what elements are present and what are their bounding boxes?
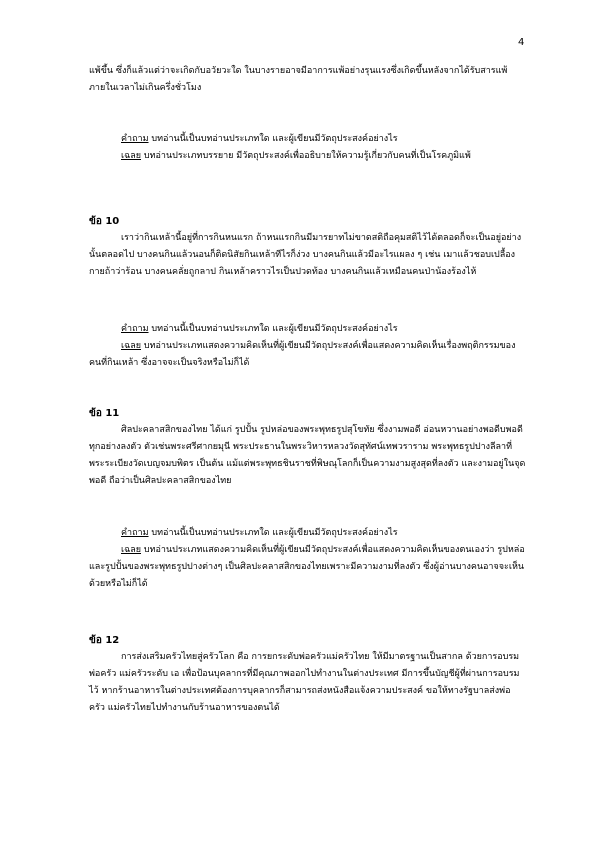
- question-label: คำถาม: [121, 324, 149, 334]
- answer-text: บทอ่านประเภทแสดงความคิดเห็นที่ผู้เขียนมีวัตถุประสงค์เพื่อแสดงความคิดเห็นของตนเองว่า รูปหล่อและรูปปั้นของพระพุทธรูปปางต่างๆ เป็นศิลปะคลาสสิกของไทยเพราะมีความงามที่ลงตัว ซึ่งผู้อ่านบางคนอาจจะเห็นด้วยหรือไม่ก็ได้: [89, 545, 525, 589]
- answer-line: [89, 338, 526, 372]
- answer-label: เฉลย: [121, 341, 141, 351]
- item-10-qa: [89, 321, 526, 372]
- item-10: [89, 213, 526, 281]
- item-paragraph: การส่งเสริมครัวไทยสู่ครัวโลก คือ การยกระดับพ่อครัวแม่ครัวไทย ให้มีมาตรฐานเป็นสากล ด้วยการอบรมพ่อครัว แม่ครัวระดับ เอ เพื่อป้อนบุคลากรที่มีคุณภาพออกไปทำงานในต่างประเทศ มีการขึ้นบัญชีผู้ที่ผ่านการอบรมไว้ หากร้านอาหารในต่างประเทศต้องการบุคลากรก็สามารถส่งหนังสือแจ้งความประสงค์ ขอให้ทางรัฐบาลส่งพ่อครัว แม่ครัวไทยไปทำงานกับร้านอาหารของตนได้: [89, 652, 520, 713]
- item-heading: ข้อ 11: [89, 408, 120, 419]
- item-heading: ข้อ 12: [89, 635, 120, 646]
- intro-paragraph: แพ้ขึ้น ซึ่งก็แล้วแต่ว่าจะเกิดกับอวัยวะใด ในบางรายอาจมีอาการแพ้อย่างรุนแรงซึ่งเกิดขึ้นหลังจากได้รับสารแพ้ภายในเวลาไม่เกินครึ่งชั่วโมง: [89, 66, 508, 93]
- answer-label: เฉลย: [121, 545, 141, 555]
- item-11-qa: [89, 525, 526, 593]
- item-12: [89, 632, 526, 717]
- answer-label: เฉลย: [121, 151, 141, 161]
- question-line: [89, 321, 526, 338]
- question-label: คำถาม: [121, 528, 149, 538]
- question-line: [89, 131, 526, 148]
- intro-section: [89, 63, 526, 97]
- answer-line: [89, 148, 526, 165]
- item-11: [89, 405, 526, 490]
- question-text: บทอ่านนี้เป็นบทอ่านประเภทใด และผู้เขียนมีวัตถุประสงค์อย่างไร: [151, 528, 398, 538]
- page-number: 4: [518, 37, 525, 48]
- item-paragraph: ศิลปะคลาสสิกของไทย ได้แก่ รูปปั้น รูปหล่อของพระพุทธรูปสุโขทัย ซึ่งงามพอดี อ่อนหวานอย่างพอดีบพอดี ทุกอย่างลงตัว ตัวเช่นพระศรีศากยมุนี พระประธานในพระวิหารหลวงวัดสุทัศน์เทพวราราม พระพุทธรูปปางลีลาที่พระระเบียงวัดเบญจมบพิตร เป็นต้น แม้แต่พระพุทธชินราชที่พิษณุโลกก็เป็นความงามสูงสุดที่ลงตัว และงามอยู่ในจุดพอดี ถือว่าเป็นศิลปะคลาสสิกของไทย: [89, 425, 526, 486]
- intro-qa: [89, 131, 526, 165]
- item-heading: ข้อ 10: [89, 216, 120, 227]
- answer-line: [89, 542, 526, 593]
- answer-text: บทอ่านประเภทแสดงความคิดเห็นที่ผู้เขียนมีวัตถุประสงค์เพื่อแสดงความคิดเห็นเรื่องพฤติกรรมของคนที่กินเหล้า ซึ่งอาจจะเป็นจริงหรือไม่ก็ได้: [89, 341, 516, 368]
- question-text: บทอ่านนี้เป็นบทอ่านประเภทใด และผู้เขียนมีวัตถุประสงค์อย่างไร: [151, 134, 398, 144]
- item-paragraph: เราว่ากินเหล้านี้อยู่ที่การกินหนแรก ถ้าหนแรกกินมีมารยาทไม่ขาดสติถือคุมสติไว้ได้ตลอดก็จะเป็นอยู่อย่างนั้นตลอดไป บางคนกินแล้วนอนก็ติดนิสัยกินเหล้าทีไรก็ง่วง บางคนกินแล้วมีอะไรแผลง ๆ เช่น เมาแล้วชอบเปลื้องกายถ้าว่าร้อน บางคนคลั่ยถูกลาป กินเหล้าคราวไรเป็นปวดท้อง บางคนกินแล้วเหมือนคนป่าน้องร้องไห้: [89, 233, 522, 277]
- question-line: [89, 525, 526, 542]
- answer-text: บทอ่านประเภทบรรยาย มีวัตถุประสงค์เพื่ออธิบายให้ความรู้เกี่ยวกับคนที่เป็นโรคภูมิแพ้: [143, 151, 471, 161]
- question-text: บทอ่านนี้เป็นบทอ่านประเภทใด และผู้เขียนมีวัตถุประสงค์อย่างไร: [151, 324, 398, 334]
- question-label: คำถาม: [121, 134, 149, 144]
